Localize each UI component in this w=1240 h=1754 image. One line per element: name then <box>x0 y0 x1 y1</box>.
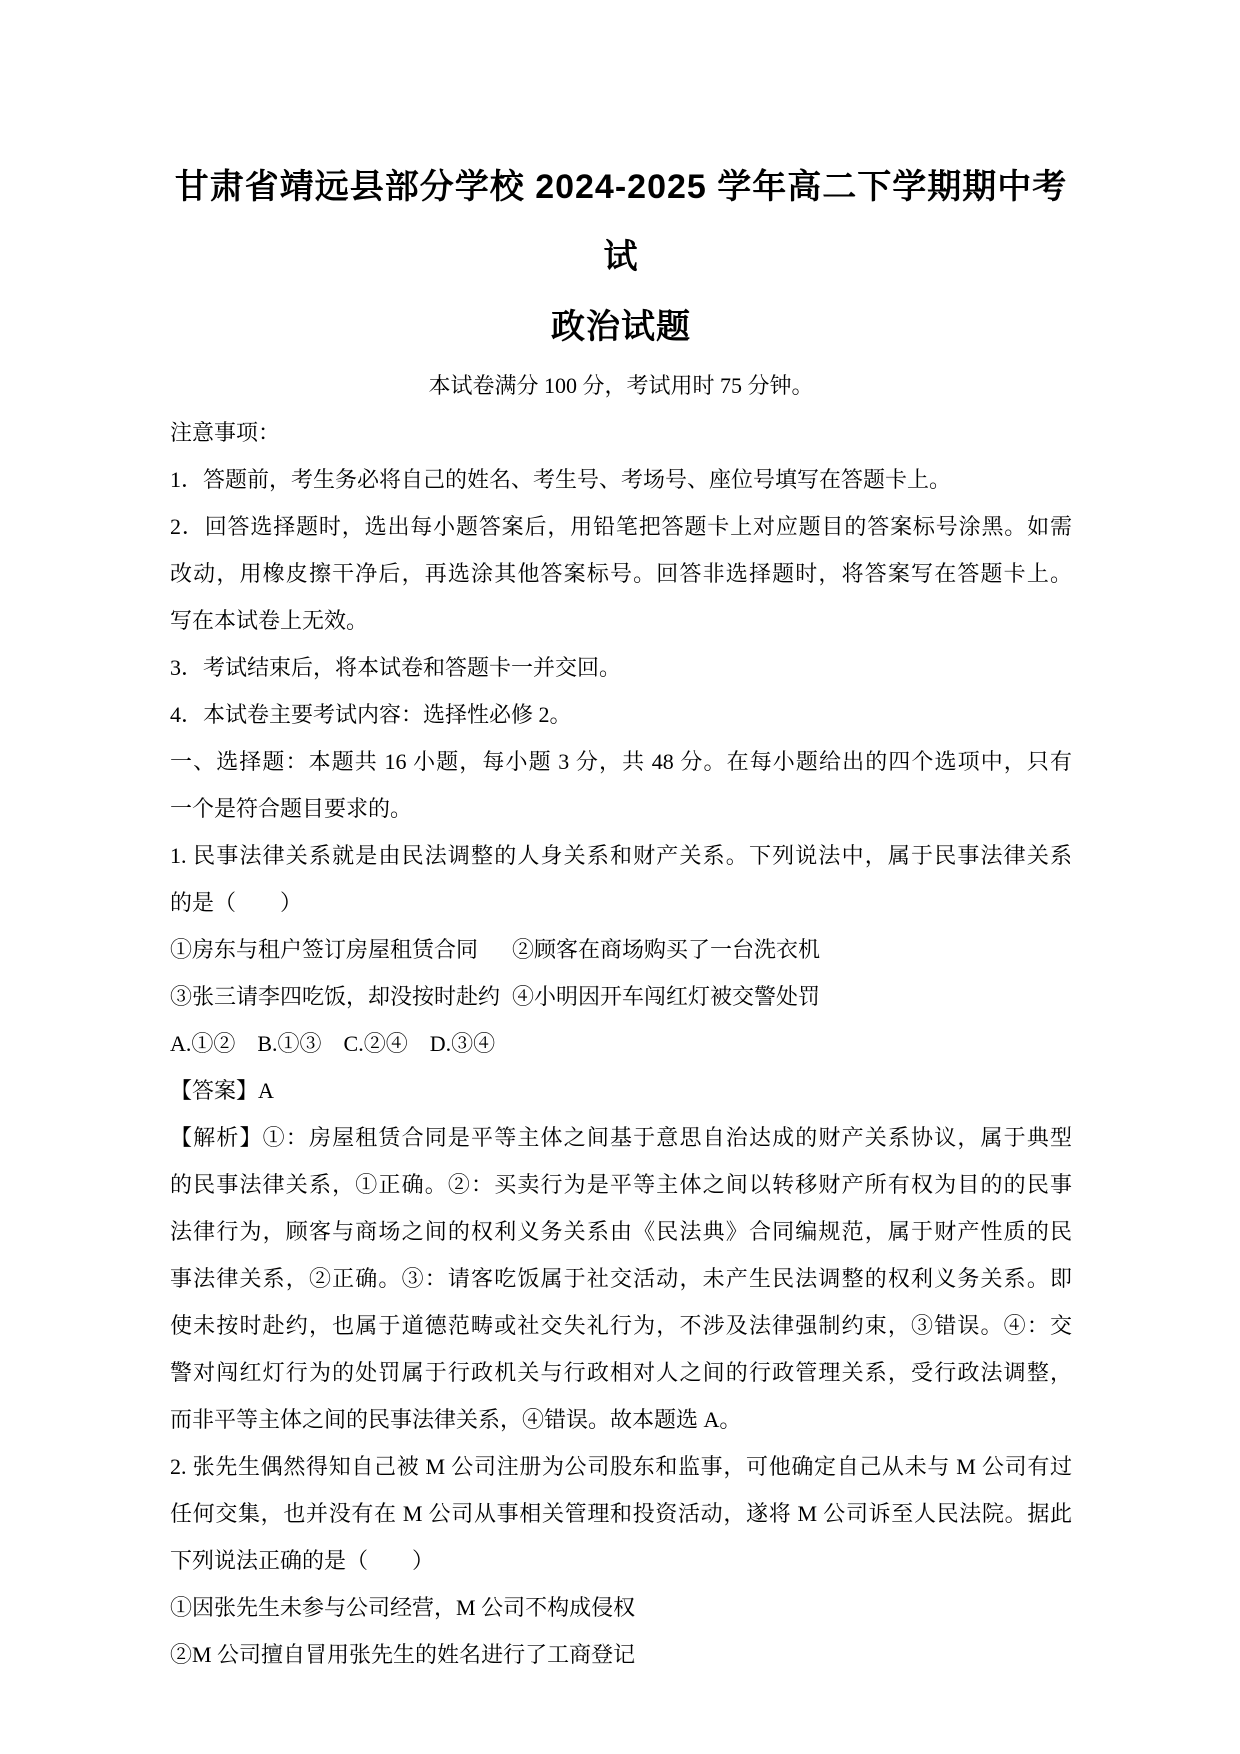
q2-stem-line-3: 下列说法正确的是（ ） <box>170 1548 435 1573</box>
notice-item-3: 3．考试结束后，将本试卷和答题卡一并交回。 <box>170 655 622 680</box>
q1-option-1: ①房东与租户签订房屋租赁合同 <box>170 937 479 962</box>
q2-option-2: ②M 公司擅自冒用张先生的姓名进行了工商登记 <box>170 1642 636 1667</box>
q1-option-2: ②顾客在商场购买了一台洗衣机 <box>512 937 821 962</box>
page-title-line-1: 甘肃省靖远县部分学校 2024-2025 学年高二下学期期中考试 <box>174 168 1068 276</box>
page-title-line-2: 政治试题 <box>551 308 691 346</box>
q1-choices: A.①② B.①③ C.②④ D.③④ <box>170 1031 496 1056</box>
q1-analysis-line-6: 警对闯红灯行为的处罚属于行政机关与行政相对人之间的行政管理关系，受行政法调整， <box>170 1360 1072 1385</box>
notice-item-2-line-1: 2．回答选择题时，选出每小题答案后，用铅笔把答题卡上对应题目的答案标号涂黑。如需 <box>170 514 1072 539</box>
q1-analysis-line-5: 使未按时赴约，也属于道德范畴或社交失礼行为，不涉及法律强制约束，③错误。④：交 <box>170 1313 1072 1338</box>
section-1-heading-line-2: 一个是符合题目要求的。 <box>170 796 413 821</box>
notice-item-2-line-3: 写在本试卷上无效。 <box>170 608 369 633</box>
exam-meta: 本试卷满分 100 分，考试用时 75 分钟。 <box>428 373 814 398</box>
section-1-heading-line-1: 一、选择题：本题共 16 小题，每小题 3 分，共 48 分。在每小题给出的四个选项中，只有 <box>170 749 1072 774</box>
q1-options-row-1 <box>170 926 1072 973</box>
q2-option-1: ①因张先生未参与公司经营，M 公司不构成侵权 <box>170 1595 636 1620</box>
notice-item-2-line-2: 改动，用橡皮擦干净后，再选涂其他答案标号。回答非选择题时，将答案写在答题卡上。 <box>170 561 1072 586</box>
q2-stem-line-2: 任何交集，也并没有在 M 公司从事相关管理和投资活动，遂将 M 公司诉至人民法院。据此 <box>170 1501 1072 1526</box>
q1-answer: 【答案】A <box>170 1078 274 1103</box>
notice-heading: 注意事项： <box>170 420 281 445</box>
notice-item-4: 4．本试卷主要考试内容：选择性必修 2。 <box>170 702 572 727</box>
q1-stem-line-2: 的是（ ） <box>170 890 303 915</box>
q2-stem-line-1: 2. 张先生偶然得知自己被 M 公司注册为公司股东和监事，可他确定自己从未与 M 公司有过 <box>170 1454 1072 1479</box>
q1-options-row-2 <box>170 973 1072 1020</box>
q1-analysis-line-1: 【解析】①：房屋租赁合同是平等主体之间基于意思自治达成的财产关系协议，属于典型 <box>170 1125 1072 1150</box>
q1-analysis-line-4: 事法律关系，②正确。③：请客吃饭属于社交活动，未产生民法调整的权利义务关系。即 <box>170 1266 1072 1291</box>
q1-option-3: ③张三请李四吃饭，却没按时赴约 <box>170 984 501 1009</box>
q1-option-4: ④小明因开车闯红灯被交警处罚 <box>512 984 821 1009</box>
q1-analysis-line-2: 的民事法律关系，①正确。②：买卖行为是平等主体之间以转移财产所有权为目的的民事 <box>170 1172 1072 1197</box>
q1-stem-line-1: 1. 民事法律关系就是由民法调整的人身关系和财产关系。下列说法中，属于民事法律关系 <box>170 843 1072 868</box>
q1-analysis-line-7: 而非平等主体之间的民事法律关系，④错误。故本题选 A。 <box>170 1407 742 1432</box>
notice-item-1: 1．答题前，考生务必将自己的姓名、考生号、考场号、座位号填写在答题卡上。 <box>170 467 952 492</box>
q1-analysis-line-3: 法律行为，顾客与商场之间的权利义务关系由《民法典》合同编规范，属于财产性质的民 <box>170 1219 1072 1244</box>
